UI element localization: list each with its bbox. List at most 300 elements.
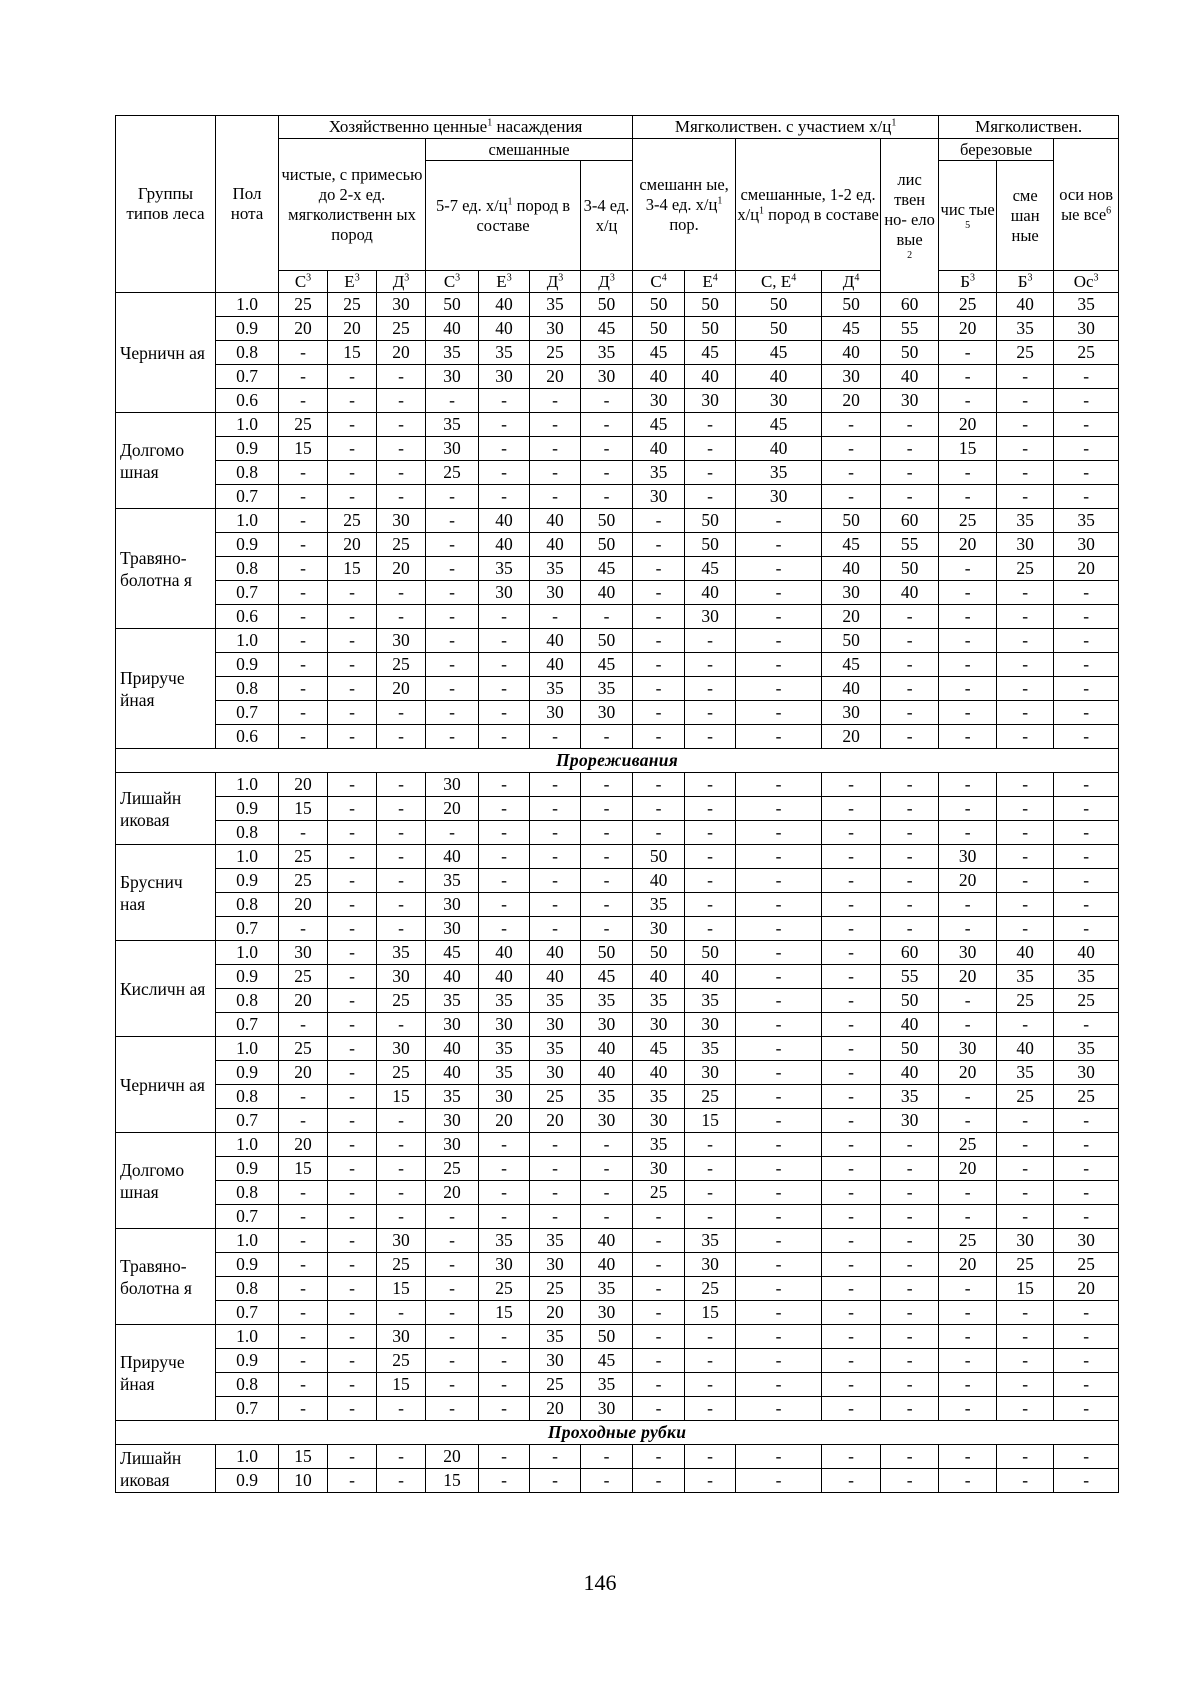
value-cell: - xyxy=(426,1325,479,1349)
value-cell: 35 xyxy=(426,341,479,365)
density-cell: 0.9 xyxy=(216,869,279,893)
value-cell: - xyxy=(581,725,633,749)
value-cell: - xyxy=(881,437,939,461)
table-row xyxy=(116,341,1119,365)
value-cell: - xyxy=(1054,917,1119,941)
value-cell: - xyxy=(736,1229,822,1253)
value-cell: - xyxy=(479,437,530,461)
table-row xyxy=(116,893,1119,917)
value-cell: - xyxy=(736,845,822,869)
value-cell: - xyxy=(736,1277,822,1301)
value-cell: 35 xyxy=(581,1277,633,1301)
value-cell: - xyxy=(881,1277,939,1301)
value-cell: 30 xyxy=(633,1013,685,1037)
value-cell: 50 xyxy=(685,941,736,965)
value-cell: - xyxy=(685,797,736,821)
value-cell: 20 xyxy=(939,413,997,437)
table-row xyxy=(116,461,1119,485)
value-cell: - xyxy=(822,1181,881,1205)
value-cell: 30 xyxy=(479,365,530,389)
value-cell: 25 xyxy=(530,1373,581,1397)
value-cell: 30 xyxy=(633,917,685,941)
value-cell: - xyxy=(581,1157,633,1181)
value-cell: - xyxy=(939,773,997,797)
value-cell: 50 xyxy=(736,317,822,341)
table-row xyxy=(116,605,1119,629)
value-cell: - xyxy=(822,437,881,461)
value-cell: 35 xyxy=(530,989,581,1013)
value-cell: - xyxy=(1054,1157,1119,1181)
value-cell: 35 xyxy=(1054,293,1119,317)
value-cell: 25 xyxy=(279,293,328,317)
value-cell: - xyxy=(426,1229,479,1253)
value-cell: 45 xyxy=(581,653,633,677)
value-cell: 30 xyxy=(881,1109,939,1133)
value-cell: 20 xyxy=(377,677,426,701)
value-cell: 15 xyxy=(328,557,377,581)
value-cell: 40 xyxy=(685,581,736,605)
value-cell: - xyxy=(939,485,997,509)
value-cell: 20 xyxy=(939,1061,997,1085)
value-cell: 35 xyxy=(530,1037,581,1061)
value-cell: 15 xyxy=(279,797,328,821)
value-cell: 40 xyxy=(736,365,822,389)
table-body xyxy=(116,293,1119,1493)
value-cell: - xyxy=(633,605,685,629)
value-cell: 35 xyxy=(997,965,1054,989)
value-cell: 20 xyxy=(426,797,479,821)
table-row xyxy=(116,1349,1119,1373)
value-cell: 15 xyxy=(685,1301,736,1325)
value-cell: - xyxy=(1054,773,1119,797)
value-cell: - xyxy=(881,677,939,701)
value-cell: - xyxy=(581,821,633,845)
table-row xyxy=(116,869,1119,893)
value-cell: 55 xyxy=(881,533,939,557)
forest-type-group: Травяно- болотна я xyxy=(116,1229,216,1325)
value-cell: 20 xyxy=(939,317,997,341)
value-cell: - xyxy=(633,629,685,653)
value-cell: 45 xyxy=(685,557,736,581)
value-cell: - xyxy=(279,653,328,677)
value-cell: 35 xyxy=(633,989,685,1013)
value-cell: - xyxy=(426,1253,479,1277)
value-cell: - xyxy=(377,845,426,869)
value-cell: - xyxy=(479,773,530,797)
value-cell: - xyxy=(736,701,822,725)
value-cell: - xyxy=(633,701,685,725)
value-cell: 40 xyxy=(479,533,530,557)
value-cell: - xyxy=(997,581,1054,605)
value-cell: 20 xyxy=(1054,1277,1119,1301)
value-cell: - xyxy=(581,917,633,941)
density-cell: 0.7 xyxy=(216,1109,279,1133)
value-cell: 30 xyxy=(377,1229,426,1253)
value-cell: 25 xyxy=(685,1085,736,1109)
density-cell: 0.7 xyxy=(216,365,279,389)
forest-type-group: Травяно- болотна я xyxy=(116,509,216,629)
value-cell: 30 xyxy=(581,1109,633,1133)
density-cell: 1.0 xyxy=(216,629,279,653)
species-unit-cell: $Е^3$ xyxy=(328,271,377,293)
table-row xyxy=(116,1181,1119,1205)
value-cell: - xyxy=(736,1253,822,1277)
value-cell: 30 xyxy=(377,965,426,989)
value-cell: 25 xyxy=(939,509,997,533)
value-cell: - xyxy=(633,1397,685,1421)
value-cell: - xyxy=(279,917,328,941)
value-cell: - xyxy=(997,845,1054,869)
density-cell: 1.0 xyxy=(216,413,279,437)
value-cell: - xyxy=(685,869,736,893)
density-cell: 1.0 xyxy=(216,1445,279,1469)
value-cell: 30 xyxy=(1054,1061,1119,1085)
value-cell: 20 xyxy=(377,341,426,365)
value-cell: - xyxy=(530,1181,581,1205)
value-cell: - xyxy=(822,821,881,845)
value-cell: - xyxy=(328,701,377,725)
value-cell: 40 xyxy=(530,509,581,533)
value-cell: - xyxy=(530,773,581,797)
value-cell: 50 xyxy=(881,989,939,1013)
value-cell: - xyxy=(736,629,822,653)
density-cell: 0.7 xyxy=(216,1301,279,1325)
value-cell: - xyxy=(479,485,530,509)
value-cell: - xyxy=(426,557,479,581)
density-cell: 0.9 xyxy=(216,1061,279,1085)
value-cell: 25 xyxy=(997,557,1054,581)
density-cell: 0.8 xyxy=(216,1277,279,1301)
value-cell: 30 xyxy=(377,293,426,317)
value-cell: 25 xyxy=(426,1157,479,1181)
value-cell: - xyxy=(822,965,881,989)
value-cell: 35 xyxy=(633,893,685,917)
value-cell: 45 xyxy=(822,317,881,341)
value-cell: - xyxy=(822,1229,881,1253)
value-cell: - xyxy=(997,1325,1054,1349)
table-row xyxy=(116,989,1119,1013)
value-cell: - xyxy=(1054,437,1119,461)
value-cell: 45 xyxy=(581,317,633,341)
value-cell: - xyxy=(997,701,1054,725)
value-cell: 30 xyxy=(426,893,479,917)
value-cell: - xyxy=(1054,1205,1119,1229)
thinning-table xyxy=(115,115,1119,1493)
value-cell: - xyxy=(685,485,736,509)
value-cell: - xyxy=(685,725,736,749)
value-cell: - xyxy=(279,1109,328,1133)
value-cell: 30 xyxy=(1054,1229,1119,1253)
value-cell: 40 xyxy=(426,1037,479,1061)
value-cell: - xyxy=(377,773,426,797)
value-cell: - xyxy=(328,677,377,701)
value-cell: - xyxy=(685,845,736,869)
value-cell: 30 xyxy=(939,1037,997,1061)
value-cell: - xyxy=(426,629,479,653)
value-cell: - xyxy=(1054,893,1119,917)
forest-type-group: Долгомо шная xyxy=(116,1133,216,1229)
value-cell: - xyxy=(997,389,1054,413)
value-cell: - xyxy=(1054,653,1119,677)
value-cell: - xyxy=(328,1349,377,1373)
value-cell: 25 xyxy=(377,1253,426,1277)
density-cell: 0.6 xyxy=(216,389,279,413)
value-cell: - xyxy=(685,1469,736,1493)
value-cell: - xyxy=(279,1373,328,1397)
forest-type-group: Черничн ая xyxy=(116,293,216,413)
value-cell: - xyxy=(479,605,530,629)
value-cell: - xyxy=(530,413,581,437)
deciduous-spruce-header: лис твен но- ело вые 2 xyxy=(881,139,939,293)
value-cell: - xyxy=(479,389,530,413)
value-cell: 45 xyxy=(633,413,685,437)
value-cell: - xyxy=(479,701,530,725)
value-cell: - xyxy=(881,1373,939,1397)
value-cell: 50 xyxy=(685,293,736,317)
value-cell: 30 xyxy=(377,1037,426,1061)
table-row xyxy=(116,917,1119,941)
value-cell: 15 xyxy=(479,1301,530,1325)
value-cell: 20 xyxy=(279,1061,328,1085)
value-cell: - xyxy=(939,1277,997,1301)
value-cell: - xyxy=(1054,869,1119,893)
value-cell: - xyxy=(279,1253,328,1277)
value-cell: 40 xyxy=(479,293,530,317)
value-cell: 25 xyxy=(279,413,328,437)
value-cell: - xyxy=(1054,485,1119,509)
value-cell: - xyxy=(822,1037,881,1061)
value-cell: - xyxy=(328,1157,377,1181)
value-cell: 45 xyxy=(581,965,633,989)
value-cell: - xyxy=(426,1301,479,1325)
value-cell: 30 xyxy=(685,1013,736,1037)
aspen-header: оси нов ые все$^6$ xyxy=(1054,139,1119,271)
value-cell: - xyxy=(822,1085,881,1109)
value-cell: 40 xyxy=(426,845,479,869)
value-cell: - xyxy=(328,869,377,893)
value-cell: 40 xyxy=(881,1061,939,1085)
value-cell: - xyxy=(881,1205,939,1229)
value-cell: 50 xyxy=(581,293,633,317)
value-cell: - xyxy=(736,509,822,533)
value-cell: 35 xyxy=(479,341,530,365)
value-cell: - xyxy=(939,677,997,701)
value-cell: - xyxy=(822,413,881,437)
value-cell: - xyxy=(426,1277,479,1301)
value-cell: 15 xyxy=(279,437,328,461)
value-cell: 50 xyxy=(685,533,736,557)
value-cell: - xyxy=(633,1277,685,1301)
value-cell: - xyxy=(377,1157,426,1181)
value-cell: - xyxy=(328,821,377,845)
value-cell: 25 xyxy=(279,965,328,989)
value-cell: - xyxy=(581,1469,633,1493)
value-cell: - xyxy=(479,1469,530,1493)
density-cell: 1.0 xyxy=(216,845,279,869)
value-cell: - xyxy=(939,365,997,389)
value-cell: - xyxy=(997,1157,1054,1181)
value-cell: - xyxy=(736,821,822,845)
value-cell: - xyxy=(479,821,530,845)
value-cell: - xyxy=(939,1445,997,1469)
group-column-header: Группы типов леса xyxy=(116,116,216,293)
species-unit-cell: $Ос^3$ xyxy=(1054,271,1119,293)
value-cell: - xyxy=(881,605,939,629)
density-cell: 0.7 xyxy=(216,917,279,941)
species-unit-cell: $С^4$ xyxy=(633,271,685,293)
value-cell: - xyxy=(1054,365,1119,389)
value-cell: - xyxy=(1054,1109,1119,1133)
value-cell: 45 xyxy=(822,653,881,677)
value-cell: - xyxy=(581,1205,633,1229)
value-cell: - xyxy=(279,605,328,629)
value-cell: - xyxy=(328,1373,377,1397)
value-cell: - xyxy=(822,461,881,485)
value-cell: 25 xyxy=(939,1133,997,1157)
value-cell: - xyxy=(328,1277,377,1301)
soft-deciduous-header: Мягколиствен. xyxy=(939,116,1119,139)
value-cell: - xyxy=(328,1253,377,1277)
value-cell: 30 xyxy=(530,701,581,725)
value-cell: 40 xyxy=(581,1229,633,1253)
value-cell: - xyxy=(685,1157,736,1181)
value-cell: 25 xyxy=(479,1277,530,1301)
value-cell: - xyxy=(328,773,377,797)
value-cell: 25 xyxy=(426,461,479,485)
value-cell: 30 xyxy=(822,365,881,389)
value-cell: 45 xyxy=(736,413,822,437)
species-unit-cell: $С^3$ xyxy=(426,271,479,293)
value-cell: 30 xyxy=(479,1085,530,1109)
value-cell: - xyxy=(1054,821,1119,845)
value-cell: - xyxy=(939,389,997,413)
value-cell: 35 xyxy=(1054,965,1119,989)
value-cell: - xyxy=(822,1325,881,1349)
value-cell: - xyxy=(736,1349,822,1373)
value-cell: - xyxy=(426,485,479,509)
value-cell: 30 xyxy=(530,581,581,605)
density-cell: 0.7 xyxy=(216,1013,279,1037)
density-cell: 0.7 xyxy=(216,581,279,605)
value-cell: - xyxy=(736,917,822,941)
value-cell: - xyxy=(633,1325,685,1349)
value-cell: - xyxy=(685,437,736,461)
value-cell: - xyxy=(997,461,1054,485)
value-cell: - xyxy=(1054,725,1119,749)
value-cell: - xyxy=(939,917,997,941)
value-cell: - xyxy=(328,1325,377,1349)
section-heading-row xyxy=(116,749,1119,773)
value-cell: 50 xyxy=(881,341,939,365)
value-cell: 40 xyxy=(685,365,736,389)
value-cell: - xyxy=(822,893,881,917)
value-cell: 20 xyxy=(279,317,328,341)
value-cell: 40 xyxy=(479,965,530,989)
value-cell: - xyxy=(279,389,328,413)
value-cell: 25 xyxy=(377,1061,426,1085)
value-cell: - xyxy=(377,821,426,845)
value-cell: - xyxy=(822,1061,881,1085)
value-cell: - xyxy=(426,725,479,749)
value-cell: - xyxy=(530,605,581,629)
value-cell: 20 xyxy=(939,533,997,557)
value-cell: - xyxy=(581,485,633,509)
value-cell: 20 xyxy=(530,1109,581,1133)
value-cell: - xyxy=(736,1085,822,1109)
value-cell: - xyxy=(377,1205,426,1229)
value-cell: - xyxy=(881,893,939,917)
value-cell: - xyxy=(881,1253,939,1277)
value-cell: 20 xyxy=(822,389,881,413)
value-cell: - xyxy=(377,725,426,749)
value-cell: 30 xyxy=(581,1013,633,1037)
value-cell: 20 xyxy=(426,1445,479,1469)
density-cell: 0.8 xyxy=(216,677,279,701)
value-cell: 30 xyxy=(530,1349,581,1373)
table-row xyxy=(116,701,1119,725)
value-cell: - xyxy=(479,917,530,941)
value-cell: 20 xyxy=(279,773,328,797)
value-cell: - xyxy=(1054,1373,1119,1397)
value-cell: 25 xyxy=(530,341,581,365)
section-heading: Проходные рубки xyxy=(116,1421,1119,1445)
value-cell: 30 xyxy=(479,1253,530,1277)
value-cell: 50 xyxy=(736,293,822,317)
value-cell: - xyxy=(685,1373,736,1397)
value-cell: - xyxy=(822,1157,881,1181)
value-cell: 25 xyxy=(1054,1085,1119,1109)
document-sheet xyxy=(115,115,1118,1493)
value-cell: 35 xyxy=(530,293,581,317)
value-cell: - xyxy=(530,1445,581,1469)
table-row xyxy=(116,1085,1119,1109)
value-cell: - xyxy=(736,869,822,893)
density-cell: 0.9 xyxy=(216,653,279,677)
value-cell: 40 xyxy=(1054,941,1119,965)
forest-type-group: Бруснич ная xyxy=(116,845,216,941)
value-cell: - xyxy=(939,557,997,581)
value-cell: - xyxy=(997,1373,1054,1397)
value-cell: 35 xyxy=(997,509,1054,533)
value-cell: - xyxy=(822,1397,881,1421)
value-cell: - xyxy=(822,1205,881,1229)
value-cell: - xyxy=(881,1397,939,1421)
value-cell: - xyxy=(997,629,1054,653)
value-cell: - xyxy=(1054,1301,1119,1325)
value-cell: - xyxy=(279,1301,328,1325)
value-cell: 50 xyxy=(633,293,685,317)
table-row xyxy=(116,389,1119,413)
value-cell: 25 xyxy=(1054,989,1119,1013)
value-cell: - xyxy=(939,893,997,917)
value-cell: - xyxy=(530,1133,581,1157)
value-cell: - xyxy=(581,797,633,821)
value-cell: 15 xyxy=(939,437,997,461)
value-cell: - xyxy=(633,821,685,845)
value-cell: 25 xyxy=(633,1181,685,1205)
value-cell: 50 xyxy=(822,293,881,317)
value-cell: - xyxy=(736,965,822,989)
value-cell: - xyxy=(328,917,377,941)
value-cell: - xyxy=(736,797,822,821)
table-row xyxy=(116,1277,1119,1301)
value-cell: 35 xyxy=(1054,509,1119,533)
value-cell: - xyxy=(479,413,530,437)
density-column-header: Пол нота xyxy=(216,116,279,293)
section-heading: Прореживания xyxy=(116,749,1119,773)
value-cell: - xyxy=(736,1109,822,1133)
value-cell: - xyxy=(736,1445,822,1469)
